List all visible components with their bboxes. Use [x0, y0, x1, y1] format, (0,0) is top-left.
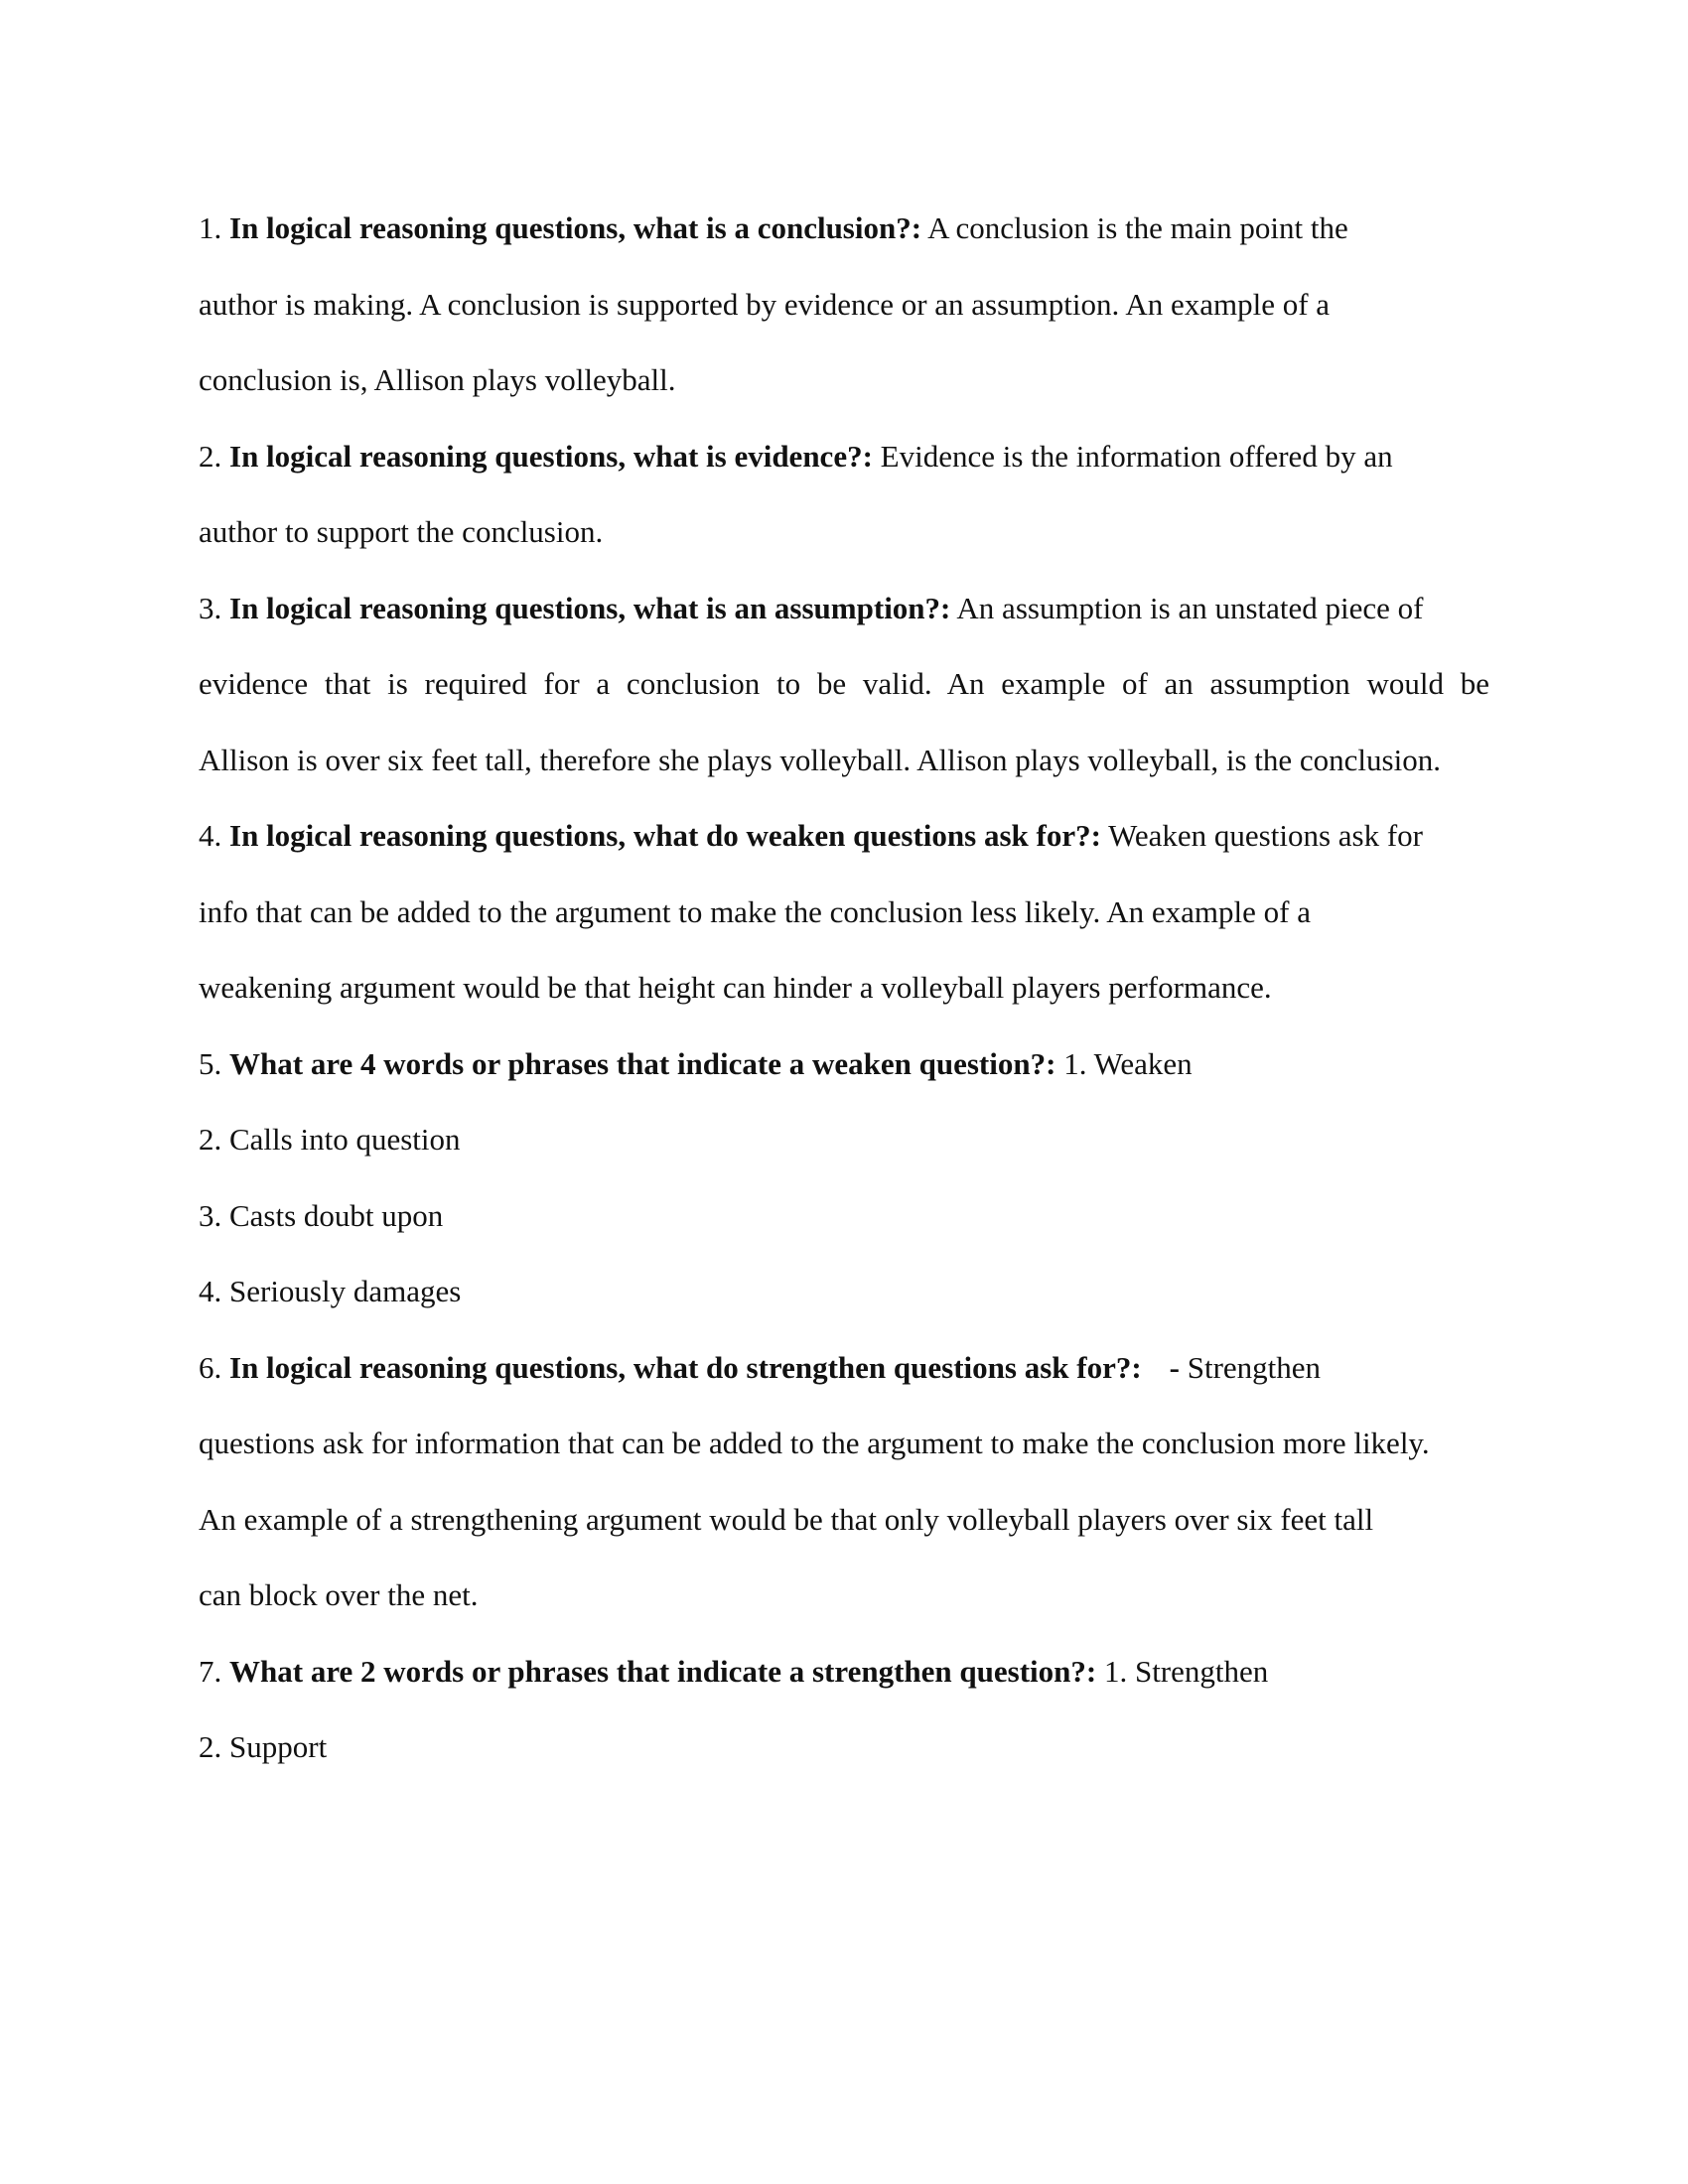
- item-1-question: In logical reasoning questions, what is a conclusion?:: [229, 210, 922, 245]
- item-5-answer-line: 1. Weaken: [1063, 1045, 1193, 1081]
- item-3-question: In logical reasoning questions, what is an assumption?:: [229, 590, 951, 625]
- item-3-line-1: [199, 571, 1489, 647]
- item-7-answer-line: 1. Strengthen: [1103, 1653, 1269, 1689]
- item-7-line-1: [199, 1634, 1489, 1710]
- item-2-line-1: [199, 419, 1489, 495]
- item-1-answer-line: A conclusion is the main point the: [927, 210, 1348, 245]
- item-3-line-3: Allison is over six feet tall, therefore she plays volleyball. Allison plays volleyball, is the conclusion.: [199, 742, 1441, 777]
- item-6-line-3: An example of a strengthening argument would be that only volleyball players over six feet tall: [199, 1501, 1374, 1537]
- item-6-number: 6.: [199, 1349, 222, 1385]
- item-1-number: 1.: [199, 210, 222, 245]
- item-3-number: 3.: [199, 590, 222, 625]
- item-2-answer-line: Evidence is the information offered by an: [880, 438, 1393, 474]
- item-1-line-2: author is making. A conclusion is supported by evidence or an assumption. An example of a: [199, 286, 1331, 322]
- document-body: [199, 191, 1489, 1786]
- item-4-line-3: weakening argument would be that height can hinder a volleyball players performance.: [199, 970, 1272, 1005]
- item-2-question: In logical reasoning questions, what is evidence?:: [229, 438, 873, 474]
- item-4-line-1: [199, 798, 1489, 875]
- item-3-line-2: evidence that is required for a conclusion to be valid. An example of an assumption would be: [199, 666, 1489, 701]
- item-7-number: 7.: [199, 1653, 222, 1689]
- item-5-line-3: 3. Casts doubt upon: [199, 1197, 444, 1233]
- item-5-line-4: 4. Seriously damages: [199, 1274, 462, 1308]
- item-2-number: 2.: [199, 438, 222, 474]
- item-5-line-1: [199, 1026, 1489, 1103]
- item-7-line-2: 2. Support: [199, 1729, 328, 1764]
- item-1-line-3: conclusion is, Allison plays volleyball.: [199, 362, 676, 397]
- item-4-line-2: info that can be added to the argument to make the conclusion less likely. An example of a: [199, 893, 1311, 929]
- item-2-line-2: author to support the conclusion.: [199, 514, 604, 549]
- item-7-question: What are 2 words or phrases that indicate a strengthen question?:: [229, 1653, 1097, 1689]
- item-5-number: 5.: [199, 1045, 222, 1081]
- item-1-line-1: [199, 191, 1489, 267]
- item-5-line-2: 2. Calls into question: [199, 1122, 461, 1157]
- item-4-number: 4.: [199, 818, 222, 853]
- item-5-question: What are 4 words or phrases that indicate a weaken question?:: [229, 1045, 1056, 1081]
- item-4-answer-line: Weaken questions ask for: [1108, 818, 1423, 853]
- item-6-line-4: can block over the net.: [199, 1577, 479, 1612]
- item-6-dash: -: [1169, 1349, 1180, 1385]
- item-3-answer-line: An assumption is an unstated piece of: [956, 590, 1424, 625]
- item-6-line-1: [199, 1330, 1489, 1407]
- item-6-question: In logical reasoning questions, what do strengthen questions ask for?:: [229, 1349, 1142, 1385]
- item-4-question: In logical reasoning questions, what do weaken questions ask for?:: [229, 818, 1101, 853]
- item-6-line-2: questions ask for information that can be added to the argument to make the conclusion more likely.: [199, 1426, 1430, 1460]
- item-6-answer-line: Strengthen: [1187, 1349, 1322, 1385]
